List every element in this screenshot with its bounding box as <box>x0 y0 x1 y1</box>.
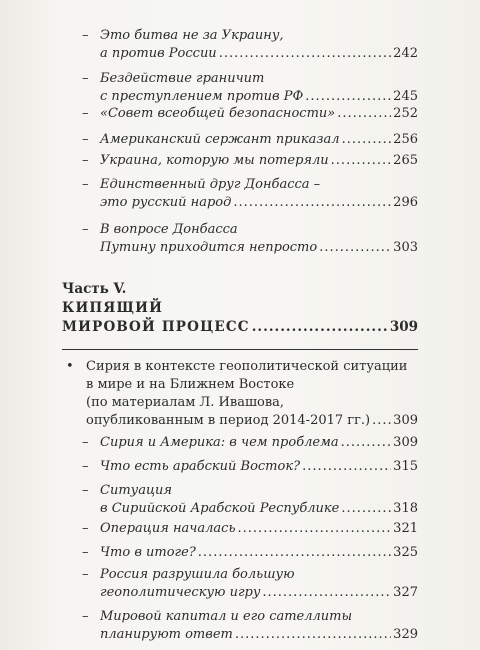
divider <box>62 349 418 350</box>
entry-text <box>100 131 418 149</box>
entry-text <box>100 458 418 476</box>
entry-line <box>86 412 418 430</box>
entry-text <box>100 70 418 106</box>
entry-line-text: Сирия и Америка: в чем проблема <box>100 435 339 450</box>
entry-line-text: Бездействие граничит <box>100 71 265 86</box>
dash-mark: – <box>82 153 89 168</box>
entry-text <box>100 566 418 602</box>
page-number: 265 <box>393 153 418 168</box>
entry-line-text: Ситуация <box>100 483 172 498</box>
page-number: 242 <box>393 46 418 61</box>
leader-dots <box>372 412 391 430</box>
entry-line-text: это русский народ <box>100 195 232 210</box>
entry-line-text: (по материалам Л. Ивашова, <box>86 395 285 410</box>
entry-line-text: Единственный друг Донбасса – <box>100 177 321 192</box>
entry-line <box>100 105 418 123</box>
leader-dots <box>337 105 391 123</box>
page-number: 245 <box>393 89 418 104</box>
entry-line <box>100 45 418 63</box>
leader-dots <box>341 434 392 452</box>
entry-line-text: планируют ответ <box>100 627 233 642</box>
part-label: Часть V. <box>62 281 127 297</box>
page-number: 252 <box>393 106 418 121</box>
part-title-line-1: КИПЯЩИЙ <box>62 300 164 316</box>
page-number: 321 <box>393 521 418 536</box>
entry-text <box>100 221 418 257</box>
entry-line <box>86 394 418 412</box>
entry-text <box>100 176 418 212</box>
entry-line <box>100 221 418 239</box>
dash-mark: – <box>82 545 89 560</box>
page-number: 256 <box>393 132 418 147</box>
entry-text <box>100 482 418 518</box>
leader-dots <box>319 239 391 257</box>
entry-line-text: Украина, которую мы потеряли <box>100 153 329 168</box>
leader-dots <box>238 520 392 538</box>
entry-line-text: Что в итоге? <box>100 545 196 560</box>
page-number: 329 <box>393 627 418 642</box>
entry-text <box>100 434 418 452</box>
leader-dots <box>235 626 391 644</box>
page-number: 327 <box>393 585 418 600</box>
entry-line <box>86 358 418 376</box>
part-heading <box>62 280 418 337</box>
leader-dots <box>219 45 391 63</box>
dash-mark: – <box>82 567 89 582</box>
entry-line-text: В вопросе Донбасса <box>100 222 238 237</box>
entry-line-text: Что есть арабский Восток? <box>100 459 301 474</box>
entry-text <box>100 544 418 562</box>
entry-line <box>100 194 418 212</box>
leader-dots <box>233 194 391 212</box>
leader-dots <box>342 131 392 149</box>
entry-line <box>100 500 418 518</box>
leader-dots <box>302 458 391 476</box>
entry-text <box>100 520 418 538</box>
entry-line <box>100 566 418 584</box>
entry-line <box>100 239 418 257</box>
page-number: 315 <box>393 459 418 474</box>
entry-line <box>100 176 418 194</box>
entry-line <box>100 152 418 170</box>
dash-mark: – <box>82 609 89 624</box>
entry-line-text: геополитическую игру <box>100 585 261 600</box>
entry-line-text: Операция началась <box>100 521 236 536</box>
page-number: 309 <box>389 319 418 335</box>
part-title-text: МИРОВОЙ ПРОЦЕСС <box>62 319 250 335</box>
entry-line <box>100 584 418 602</box>
entry-line-text: опубликованным в период 2014-2017 гг.) <box>86 413 371 428</box>
entry-line-text: Мировой капитал и его сателлиты <box>100 609 353 624</box>
dash-mark: – <box>82 459 89 474</box>
entry-text <box>100 608 418 644</box>
leader-dots <box>198 544 391 562</box>
entry-text <box>100 27 418 63</box>
leader-dots <box>252 318 388 337</box>
entry-line-text: «Совет всеобщей безопасности» <box>100 106 336 121</box>
entry-line <box>100 482 418 500</box>
entry-line <box>100 544 418 562</box>
entry-line <box>100 70 418 88</box>
entry-line <box>100 520 418 538</box>
entry-line-text: в мире и на Ближнем Востоке <box>86 377 295 392</box>
entry-line <box>100 626 418 644</box>
dash-mark: – <box>82 222 89 237</box>
dash-mark: – <box>82 177 89 192</box>
leader-dots <box>341 500 391 518</box>
entry-line-text: а против России <box>100 46 217 61</box>
page-number: 318 <box>393 501 418 516</box>
bullet-mark: • <box>66 359 74 374</box>
entry-line <box>86 376 418 394</box>
dash-mark: – <box>82 28 89 43</box>
leader-dots <box>331 152 392 170</box>
entry-line-text: Это битва не за Украину, <box>100 28 284 43</box>
page-number: 303 <box>393 240 418 255</box>
page-number: 309 <box>393 435 418 450</box>
entry-line-text: Сирия в контексте геополитической ситуации <box>86 359 408 374</box>
entry-line <box>100 27 418 45</box>
entry-text <box>100 152 418 170</box>
dash-mark: – <box>82 483 89 498</box>
page-number: 309 <box>393 413 418 428</box>
entry-line <box>100 434 418 452</box>
entry-line-text: Россия разрушила большую <box>100 567 295 582</box>
leader-dots <box>262 584 391 602</box>
entry-text <box>86 358 418 430</box>
entry-line-text: Американский сержант приказал <box>100 132 340 147</box>
entry-line <box>100 131 418 149</box>
dash-mark: – <box>82 106 89 121</box>
dash-mark: – <box>82 435 89 450</box>
page-number: 296 <box>393 195 418 210</box>
entry-line-text: с преступлением против РФ <box>100 89 304 104</box>
entry-text <box>100 105 418 123</box>
dash-mark: – <box>82 521 89 536</box>
entry-line <box>100 88 418 106</box>
entry-line <box>100 458 418 476</box>
entry-line-text: в Сирийской Арабской Республике <box>100 501 340 516</box>
dash-mark: – <box>82 132 89 147</box>
page-number: 325 <box>393 545 418 560</box>
leader-dots <box>305 88 391 106</box>
entry-line <box>100 608 418 626</box>
dash-mark: – <box>82 71 89 86</box>
entry-line-text: Путину приходится непросто <box>100 240 318 255</box>
part-title-line-2 <box>62 318 418 337</box>
